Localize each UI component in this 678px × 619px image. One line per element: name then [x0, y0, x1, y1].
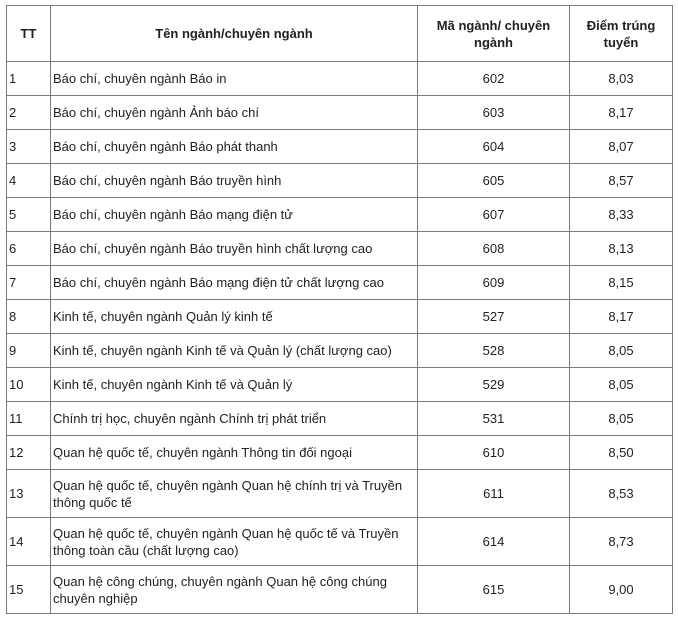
admission-score: 8,05	[570, 334, 673, 368]
major-name: Báo chí, chuyên ngành Báo truyền hình chất lượng cao	[51, 232, 418, 266]
major-name: Quan hệ công chúng, chuyên ngành Quan hệ công chúng chuyên nghiệp	[51, 566, 418, 614]
table-header-row	[7, 6, 673, 62]
table-row	[7, 470, 673, 518]
table-row	[7, 566, 673, 614]
row-number: 12	[7, 436, 51, 470]
major-code: 527	[418, 300, 570, 334]
admissions-table	[6, 5, 673, 614]
major-name: Báo chí, chuyên ngành Báo phát thanh	[51, 130, 418, 164]
row-number: 9	[7, 334, 51, 368]
major-name: Kinh tế, chuyên ngành Kinh tế và Quản lý (chất lượng cao)	[51, 334, 418, 368]
admission-score: 8,57	[570, 164, 673, 198]
row-number: 2	[7, 96, 51, 130]
major-code: 604	[418, 130, 570, 164]
admission-score: 8,05	[570, 402, 673, 436]
header-major-name: Tên ngành/chuyên ngành	[51, 6, 418, 62]
admission-score: 8,33	[570, 198, 673, 232]
row-number: 7	[7, 266, 51, 300]
table-row	[7, 334, 673, 368]
admission-score: 8,05	[570, 368, 673, 402]
major-code: 615	[418, 566, 570, 614]
row-number: 11	[7, 402, 51, 436]
major-name: Báo chí, chuyên ngành Báo mạng điện tử	[51, 198, 418, 232]
row-number: 8	[7, 300, 51, 334]
major-code: 528	[418, 334, 570, 368]
major-name: Kinh tế, chuyên ngành Kinh tế và Quản lý	[51, 368, 418, 402]
header-tt: TT	[7, 6, 51, 62]
header-major-code: Mã ngành/ chuyên ngành	[418, 6, 570, 62]
major-code: 602	[418, 62, 570, 96]
major-code: 531	[418, 402, 570, 436]
table-row	[7, 436, 673, 470]
admission-score: 8,15	[570, 266, 673, 300]
row-number: 10	[7, 368, 51, 402]
header-admission-score: Điểm trúng tuyển	[570, 6, 673, 62]
major-name: Quan hệ quốc tế, chuyên ngành Thông tin đối ngoại	[51, 436, 418, 470]
major-name: Kinh tế, chuyên ngành Quản lý kinh tế	[51, 300, 418, 334]
major-name: Quan hệ quốc tế, chuyên ngành Quan hệ quốc tế và Truyền thông toàn cầu (chất lượng cao)	[51, 518, 418, 566]
admission-score: 8,03	[570, 62, 673, 96]
major-code: 611	[418, 470, 570, 518]
table-row	[7, 198, 673, 232]
major-code: 603	[418, 96, 570, 130]
major-code: 607	[418, 198, 570, 232]
row-number: 5	[7, 198, 51, 232]
table-row	[7, 164, 673, 198]
table-row	[7, 62, 673, 96]
row-number: 1	[7, 62, 51, 96]
row-number: 4	[7, 164, 51, 198]
table-row	[7, 232, 673, 266]
row-number: 13	[7, 470, 51, 518]
major-name: Quan hệ quốc tế, chuyên ngành Quan hệ chính trị và Truyền thông quốc tế	[51, 470, 418, 518]
row-number: 6	[7, 232, 51, 266]
table-row	[7, 368, 673, 402]
table-row	[7, 300, 673, 334]
major-code: 614	[418, 518, 570, 566]
admission-score: 8,50	[570, 436, 673, 470]
table-row	[7, 130, 673, 164]
admission-score: 8,17	[570, 96, 673, 130]
major-code: 605	[418, 164, 570, 198]
major-code: 608	[418, 232, 570, 266]
admission-score: 8,73	[570, 518, 673, 566]
major-name: Chính trị học, chuyên ngành Chính trị phát triển	[51, 402, 418, 436]
table-row	[7, 96, 673, 130]
table-row	[7, 402, 673, 436]
admission-score: 8,53	[570, 470, 673, 518]
table-row	[7, 518, 673, 566]
major-name: Báo chí, chuyên ngành Báo mạng điện tử chất lượng cao	[51, 266, 418, 300]
admission-score: 8,13	[570, 232, 673, 266]
major-name: Báo chí, chuyên ngành Báo in	[51, 62, 418, 96]
major-code: 529	[418, 368, 570, 402]
admission-score: 8,07	[570, 130, 673, 164]
major-name: Báo chí, chuyên ngành Báo truyền hình	[51, 164, 418, 198]
row-number: 15	[7, 566, 51, 614]
admission-score: 8,17	[570, 300, 673, 334]
major-code: 609	[418, 266, 570, 300]
admission-score: 9,00	[570, 566, 673, 614]
major-code: 610	[418, 436, 570, 470]
table-row	[7, 266, 673, 300]
row-number: 14	[7, 518, 51, 566]
row-number: 3	[7, 130, 51, 164]
major-name: Báo chí, chuyên ngành Ảnh báo chí	[51, 96, 418, 130]
